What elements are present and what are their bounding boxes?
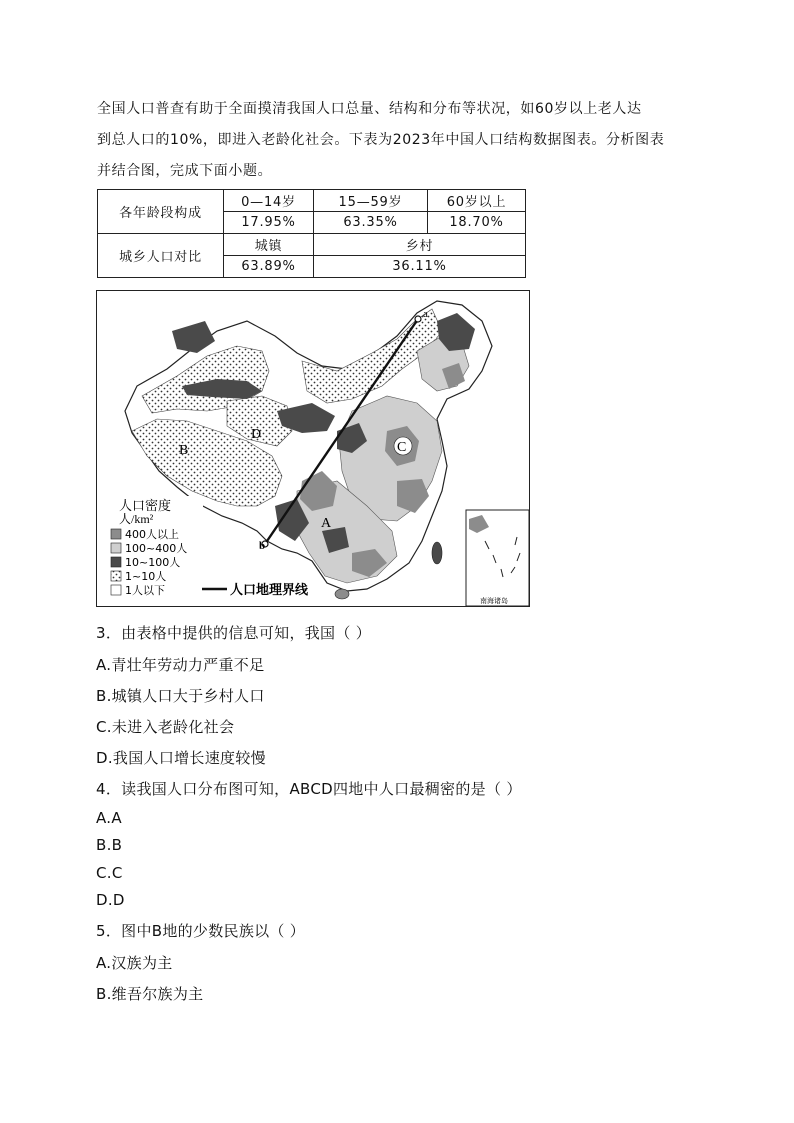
china-map-figure [97,291,529,606]
inset-label: 南海诸岛 [480,597,508,605]
urban-value: 63.89% [224,256,314,278]
legend-swatch-10-100 [111,557,121,567]
question-3-option-c: C.未进入老龄化社会 [96,718,235,736]
intro-line-3: 并结合图，完成下面小题。 [97,163,273,179]
legend-label-100-400: 100~400人 [125,542,188,555]
age-value-15-59: 63.35% [314,212,428,234]
urban-rural-label: 城乡人口对比 [98,234,224,278]
question-4-option-b: B.B [96,836,123,854]
population-density-map [96,290,530,607]
question-4-option-d: D.D [96,891,125,909]
legend-swatch-400-plus [111,529,121,539]
line-endpoint-a-label: a [423,308,428,320]
legend-line-label: 人口地理界线 [230,583,309,598]
line-endpoint-b-label: b [259,540,266,552]
age-structure-label: 各年龄段构成 [98,190,224,234]
line-endpoint-a [415,316,421,322]
question-5: 5．图中B地的少数民族以（ ） [96,922,306,940]
question-4-option-c: C.C [96,864,123,882]
age-value-0-14: 17.95% [224,212,314,234]
legend-title-line-2: 人/km² [119,512,154,526]
question-3-option-b: B.城镇人口大于乡村人口 [96,687,265,705]
age-header-60-plus: 60岁以上 [428,190,526,212]
legend-swatch-1-10 [111,571,121,581]
region-label-d: D [251,427,262,442]
age-header-15-59: 15—59岁 [314,190,428,212]
intro-line-2: 到总人口的10%，即进入老龄化社会。下表为2023年中国人口结构数据图表。分析图表 [97,132,665,148]
rural-header: 乡村 [314,234,526,256]
question-3-option-a: A.青壮年劳动力严重不足 [96,656,265,674]
intro-line-1: 全国人口普查有助于全面摸清我国人口总量、结构和分布等状况，如60岁以上老人达 [97,101,642,117]
legend-swatch-100-400 [111,543,121,553]
urban-header: 城镇 [224,234,314,256]
question-5-option-b: B.维吾尔族为主 [96,985,204,1003]
rural-value: 36.11% [314,256,526,278]
region-label-c: C [397,440,407,455]
region-label-b: B [179,443,189,458]
hainan-island [335,589,349,599]
legend-label-10-100: 10~100人 [125,556,181,569]
question-3-option-d: D.我国人口增长速度较慢 [96,749,266,767]
legend-title-line-1: 人口密度 [119,498,172,513]
legend-swatch-below-1 [111,585,121,595]
legend-label-below-1: 1人以下 [125,584,165,597]
age-header-0-14: 0—14岁 [224,190,314,212]
intro-paragraph [97,94,707,187]
population-structure-table [97,189,526,278]
question-4-option-a: A.A [96,809,122,827]
question-3: 3．由表格中提供的信息可知，我国（ ） [96,624,372,642]
age-value-60-plus: 18.70% [428,212,526,234]
legend-label-400-plus: 400人以上 [125,528,179,541]
question-4: 4．读我国人口分布图可知，ABCD四地中人口最稠密的是（ ） [96,780,522,798]
region-label-a: A [321,516,332,531]
taiwan-island [432,542,442,564]
question-5-option-a: A.汉族为主 [96,954,173,972]
legend-label-1-10: 1~10人 [125,570,167,583]
